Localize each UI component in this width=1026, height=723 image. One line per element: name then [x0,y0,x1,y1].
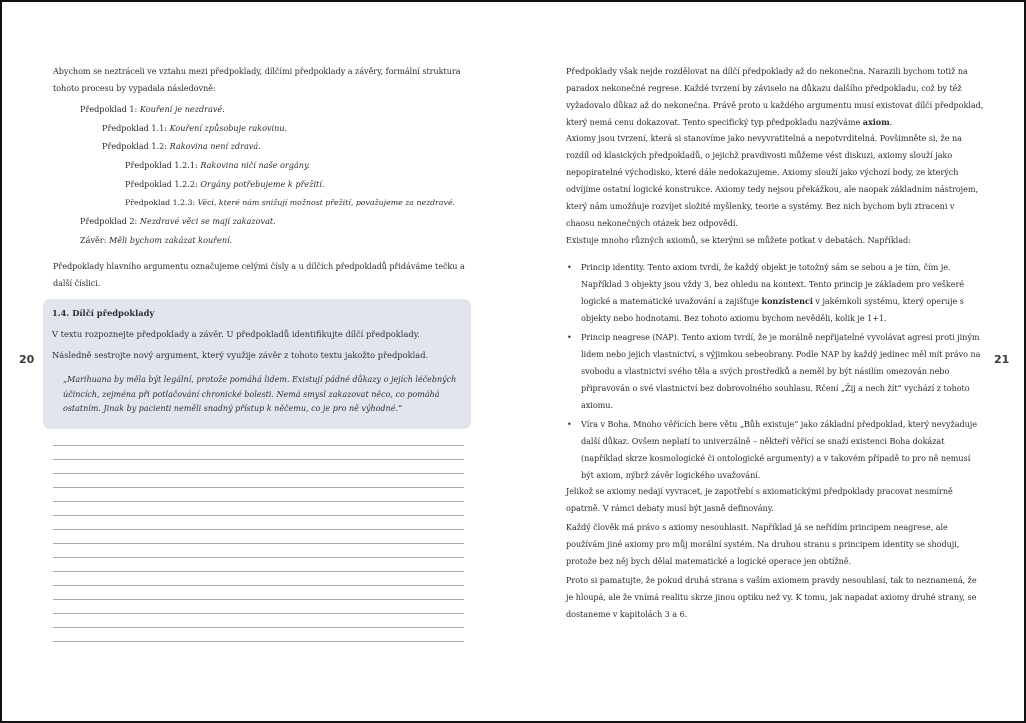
page-number-right: 21 [994,353,1010,366]
tree-label: Předpoklad 1.2: [102,141,168,151]
exercise-instruction-2: Následně sestrojte nový argument, který využije závěr z tohoto textu jakožto předpoklad. [52,350,429,360]
tree-label: Předpoklad 1.2.1: [125,160,198,170]
tree-item [125,178,324,190]
writing-line[interactable] [53,501,464,502]
tree-text: Kouření způsobuje rakovinu. [169,123,288,133]
writing-line[interactable] [53,599,464,600]
writing-line[interactable] [53,543,464,544]
page-number-left: 20 [19,353,35,366]
writing-line[interactable] [53,445,464,446]
bullet-god [567,416,984,484]
right-page [514,2,1026,721]
writing-line[interactable] [53,473,464,474]
tree-text: Měli bychom zakázat kouření. [109,235,233,245]
tree-text: Kouření je nezdravé. [139,104,225,114]
paragraph-caution: Jelikož se axiomy nedají vyvracet, je zapotřebí s axiomatickými předpoklady pracovat nesmírně opatrně. V rámci debaty musí být jasně definovány. [566,486,953,513]
tree-item [102,140,261,152]
writing-line[interactable] [53,459,464,460]
paragraph-examples-intro: Existuje mnoho různých axiomů, se kterými se můžete potkat v debatách. Například: [566,235,911,245]
exercise-title: 1.4. Dílčí předpoklady [52,308,155,318]
term-axiom: axiom [862,117,890,127]
writing-line[interactable] [53,487,464,488]
tree-label: Předpoklad 1.2.2: [125,179,198,189]
paragraph-text: Předpoklady však nejde rozdělovat na dílčí předpoklady až do nekonečna. Narazili bychom totiž na paradox nekonečné regrese. Každé tvrzení by záviselo na důkazu dalšího předpokladu, což by též vyžadovalo důkaz až do nekonečna. Právě proto u každého argumentu musí existovat dílčí předpoklad, který nemá cenu dokazovat. Tento specifický typ předpokladu nazýváme [566,66,984,127]
writing-line[interactable] [53,585,464,586]
bullet-text: v jakémkoli systému, který operuje s objekty nebo hodnotami. Bez tohoto axiomu bychom nevěděli, kolik je 1+1. [581,296,964,323]
paragraph-regress [566,63,984,131]
tree-label: Závěr: [80,235,107,245]
bullet-icon: • [567,263,572,272]
tree-label: Předpoklad 1.1: [102,123,168,133]
writing-line[interactable] [53,627,464,628]
tree-text: Věci, které nám snižují možnost přežití, považujeme za nezdravé. [197,198,456,207]
paragraph-axioms: Axiomy jsou tvrzení, která si stanovíme jako nevyvratitelná a nepotvrditelná. Povšimněte si, že na rozdíl od klasických předpokladů, o jejichž pravdivosti můžeme vést diskuzi, axiomy slouží jako nepopiratelné východisko, které dále nedokazujeme. Axiomy slouží jako výchozí body, ze kterých odvíjíme ostatní logické konstrukce. Axiomy tedy nejsou překážkou, ale naopak základním nástrojem, který nám umožňuje rozvíjet složité myšlenky, teorie a systémy. Bez nich bychom byli ztraceni v chaosu nekonečných otázek bez odpovědí. [566,133,978,228]
tree-item [80,215,276,227]
tree-text: Rakovina ničí naše orgány. [200,160,311,170]
writing-line[interactable] [53,613,464,614]
paragraph-text: . [889,117,893,127]
term-consistency: konzistenci [761,296,813,306]
tree-item [80,234,232,246]
exercise-instruction-1: V textu rozpoznejte předpoklady a závěr. U předpokladů identifikujte dílčí předpoklady. [52,329,420,339]
tree-text: Nezdravé věci se mají zakazovat. [139,216,276,226]
bullet-text: Princip neagrese (NAP). Tento axiom tvrdí, že je morálně nepřijatelné vyvolávat agresi proti jiným lidem nebo jejich vlastnictví, s výjimkou sebeobrany. Podle NAP by každý jedinec měl mít právo na svobodu a vlastnictví svého těla a svých prostředků a neměl by být násilím omezován nebo připravován o své vlastnictví bez dobrovolného souhlasu. Rčení „Žij a nech žít“ vychází z tohoto axiomu. [581,332,981,410]
tree-label: Předpoklad 1: [80,104,138,114]
writing-line[interactable] [53,529,464,530]
left-page [2,2,514,721]
tree-text: Orgány potřebujeme k přežití. [200,179,325,189]
intro-paragraph: Abychom se neztráceli ve vztahu mezi předpoklady, dílčími předpoklady a závěry, formální struktura tohoto procesu by vypadala následovně: [53,66,461,93]
tree-item [125,159,310,171]
writing-line[interactable] [53,641,464,642]
tree-text: Rakovina není zdravá. [169,141,261,151]
bullet-icon: • [567,420,572,429]
tree-item [80,103,225,115]
bullet-text: Víra v Boha. Mnoho věřících bere větu „Bůh existuje“ jako základní předpoklad, který nevyžaduje další důkaz. Ovšem neplatí to univerzálně – někteří věřící se snaží existenci Boha dokázat (například skrze kosmologické či ontologické argumenty) a v takovém případě to pro ně nemusí být axiom, nýbrž závěr logického uvažování. [581,419,977,480]
writing-line[interactable] [53,515,464,516]
writing-line[interactable] [53,571,464,572]
bullet-text: Princip identity. Tento axiom tvrdí, že každý objekt je totožný sám se sebou a je tím, čím je. Například 3 objekty jsou vždy 3, bez ohledu na kontext. Tento princip je základem pro veškeré logické a matematické uvažování a zajišťuje [581,262,965,306]
bullet-identity [567,259,984,327]
tree-item [125,197,455,209]
paragraph-remember: Proto si pamatujte, že pokud druhá strana s vaším axiomem pravdy nesouhlasí, tak to neznamená, že je hloupá, ale že vnímá realitu skrze jinou optiku než vy. K tomu, jak napadat axiomy druhé strany, se dostaneme v kapitolách 3 a 6. [566,575,977,619]
bullet-icon: • [567,333,572,342]
paragraph-disagree: Každý člověk má právo s axiomy nesouhlasit. Například já se neřídím principem neagrese, ale používám jiné axiomy pro můj morální systém. Na druhou stranu s principem identity se shoduji, protože bez něj bych dělal matematické a logické operace jen obtížně. [566,522,960,566]
exercise-box [43,299,471,429]
tree-label: Předpoklad 2: [80,216,138,226]
writing-line[interactable] [53,557,464,558]
numbering-note: Předpoklady hlavního argumentu označujeme celými čísly a u dílčích předpokladů přidáváme tečku a další číslici. [53,261,465,288]
tree-item [102,122,287,134]
bullet-nap [567,329,984,414]
tree-label: Předpoklad 1.2.3: [125,198,196,207]
exercise-quote: „Marihuana by měla být legální, protože pomáhá lidem. Existují pádné důkazy o jejích léčebných účincích, zejména při potlačování chronické bolesti. Nemá smysl zakazovat něco, co pomáhá ostatním. Jinak by pacienti neměli snadný přístup k něčemu, co je pro ně výhodné.“ [63,375,457,413]
